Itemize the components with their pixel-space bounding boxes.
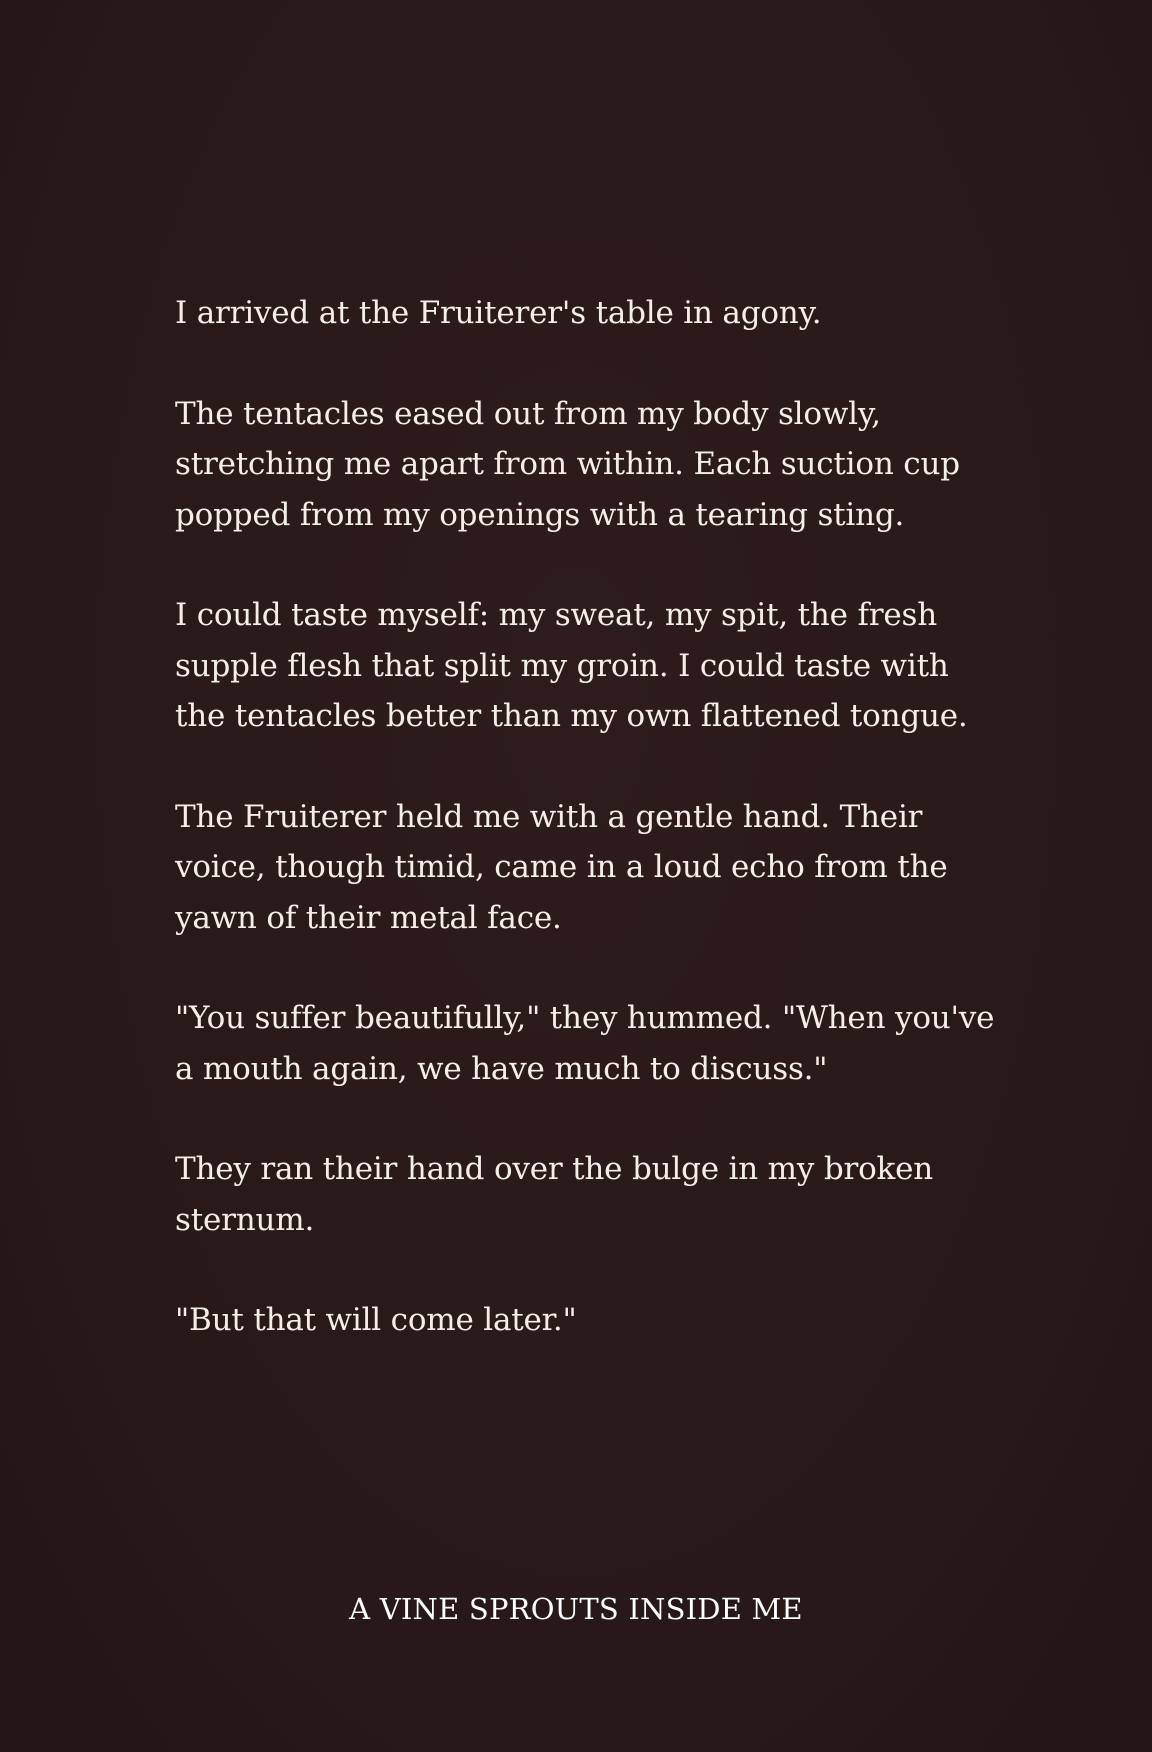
story-paragraph: "You suffer beautifully," they hummed. "When you've a mouth again, we have much to discuss."	[175, 1000, 995, 1087]
story-paragraph: The tentacles eased out from my body slowly, stretching me apart from within. Each suction cup popped from my openings with a tearing sting.	[175, 395, 960, 533]
choice-link[interactable]: A VINE SPROUTS INSIDE ME	[349, 1592, 803, 1626]
story-paragraph: The Fruiterer held me with a gentle hand. Their voice, though timid, came in a loud echo from the yawn of their metal face.	[175, 798, 948, 936]
story-paragraph: They ran their hand over the bulge in my broken sternum.	[175, 1151, 934, 1238]
story-paragraph: "But that will come later."	[175, 1302, 577, 1338]
story-passage	[175, 288, 1005, 1396]
choice-container	[0, 1588, 1152, 1630]
story-paragraph: I arrived at the Fruiterer's table in agony.	[175, 295, 822, 331]
story-paragraph: I could taste myself: my sweat, my spit, the fresh supple flesh that split my groin. I could taste with the tentacles better than my own flattened tongue.	[175, 597, 968, 734]
